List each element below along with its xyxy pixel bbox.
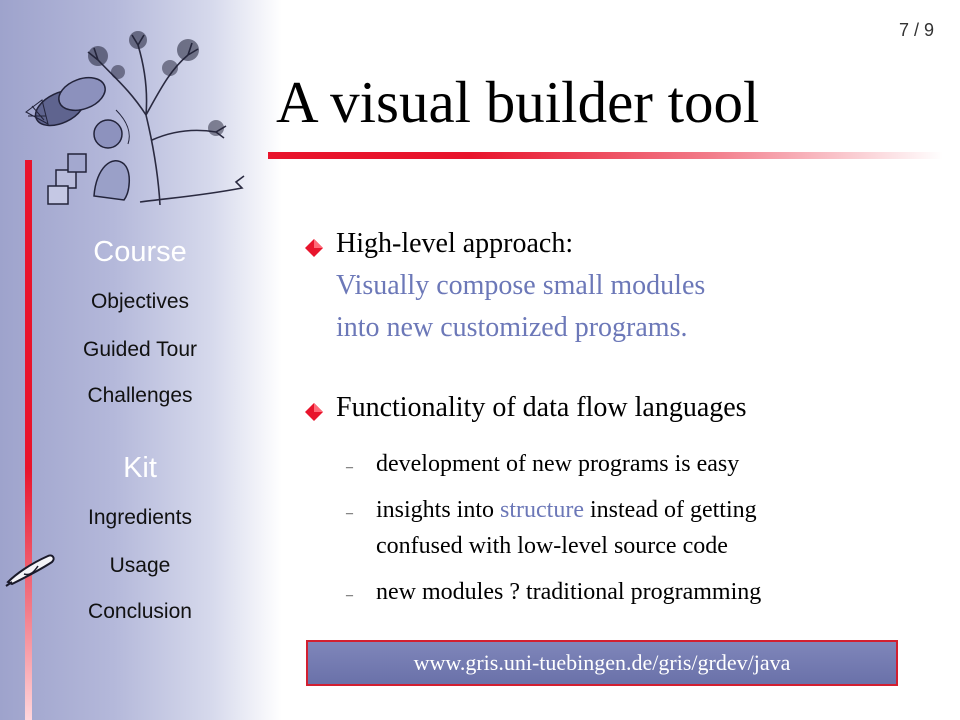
slide-counter: 7 / 9 xyxy=(898,20,934,40)
sub-item-text: insights into structure instead of getting xyxy=(376,497,757,523)
url-text[interactable]: www.gris.uni-tuebingen.de/gris/grdev/java xyxy=(413,650,791,675)
slide-title: A visual builder tool xyxy=(276,69,760,135)
quill-icon xyxy=(4,548,60,588)
sub-item-text: development of new programs is easy xyxy=(376,451,740,477)
nav-item-ingredients[interactable]: Ingredients xyxy=(88,506,192,529)
dash-bullet-icon: – xyxy=(346,506,353,521)
bullet-heading: Functionality of data flow languages xyxy=(336,392,747,423)
dash-bullet-icon: – xyxy=(346,588,353,603)
nav-item-objectives[interactable]: Objectives xyxy=(90,290,190,313)
dash-bullet-icon: – xyxy=(346,460,353,475)
nav-item-usage[interactable]: Usage xyxy=(109,554,171,577)
title-underline-rule xyxy=(268,152,943,159)
bullet-heading: High-level approach: xyxy=(336,228,574,259)
bullet-detail: Visually compose small modules xyxy=(336,270,706,301)
nav-section-kit[interactable]: Kit xyxy=(123,452,157,484)
highlight-term: structure xyxy=(500,497,584,523)
bullet-detail: into new customized programs. xyxy=(336,312,688,343)
tree-illustration-icon xyxy=(20,20,250,210)
nav-item-challenges[interactable]: Challenges xyxy=(87,384,193,407)
sub-item-text: new modules ? traditional programming xyxy=(376,579,762,605)
nav-section-course[interactable]: Course xyxy=(93,236,187,268)
url-link-box[interactable] xyxy=(306,640,898,686)
nav-item-guided-tour[interactable]: Guided Tour xyxy=(82,338,198,361)
diamond-bullet-icon xyxy=(304,238,324,258)
nav-item-conclusion[interactable]: Conclusion xyxy=(88,600,192,623)
sub-item-text-continued: confused with low-level source code xyxy=(376,533,728,559)
diamond-bullet-icon xyxy=(304,402,324,422)
